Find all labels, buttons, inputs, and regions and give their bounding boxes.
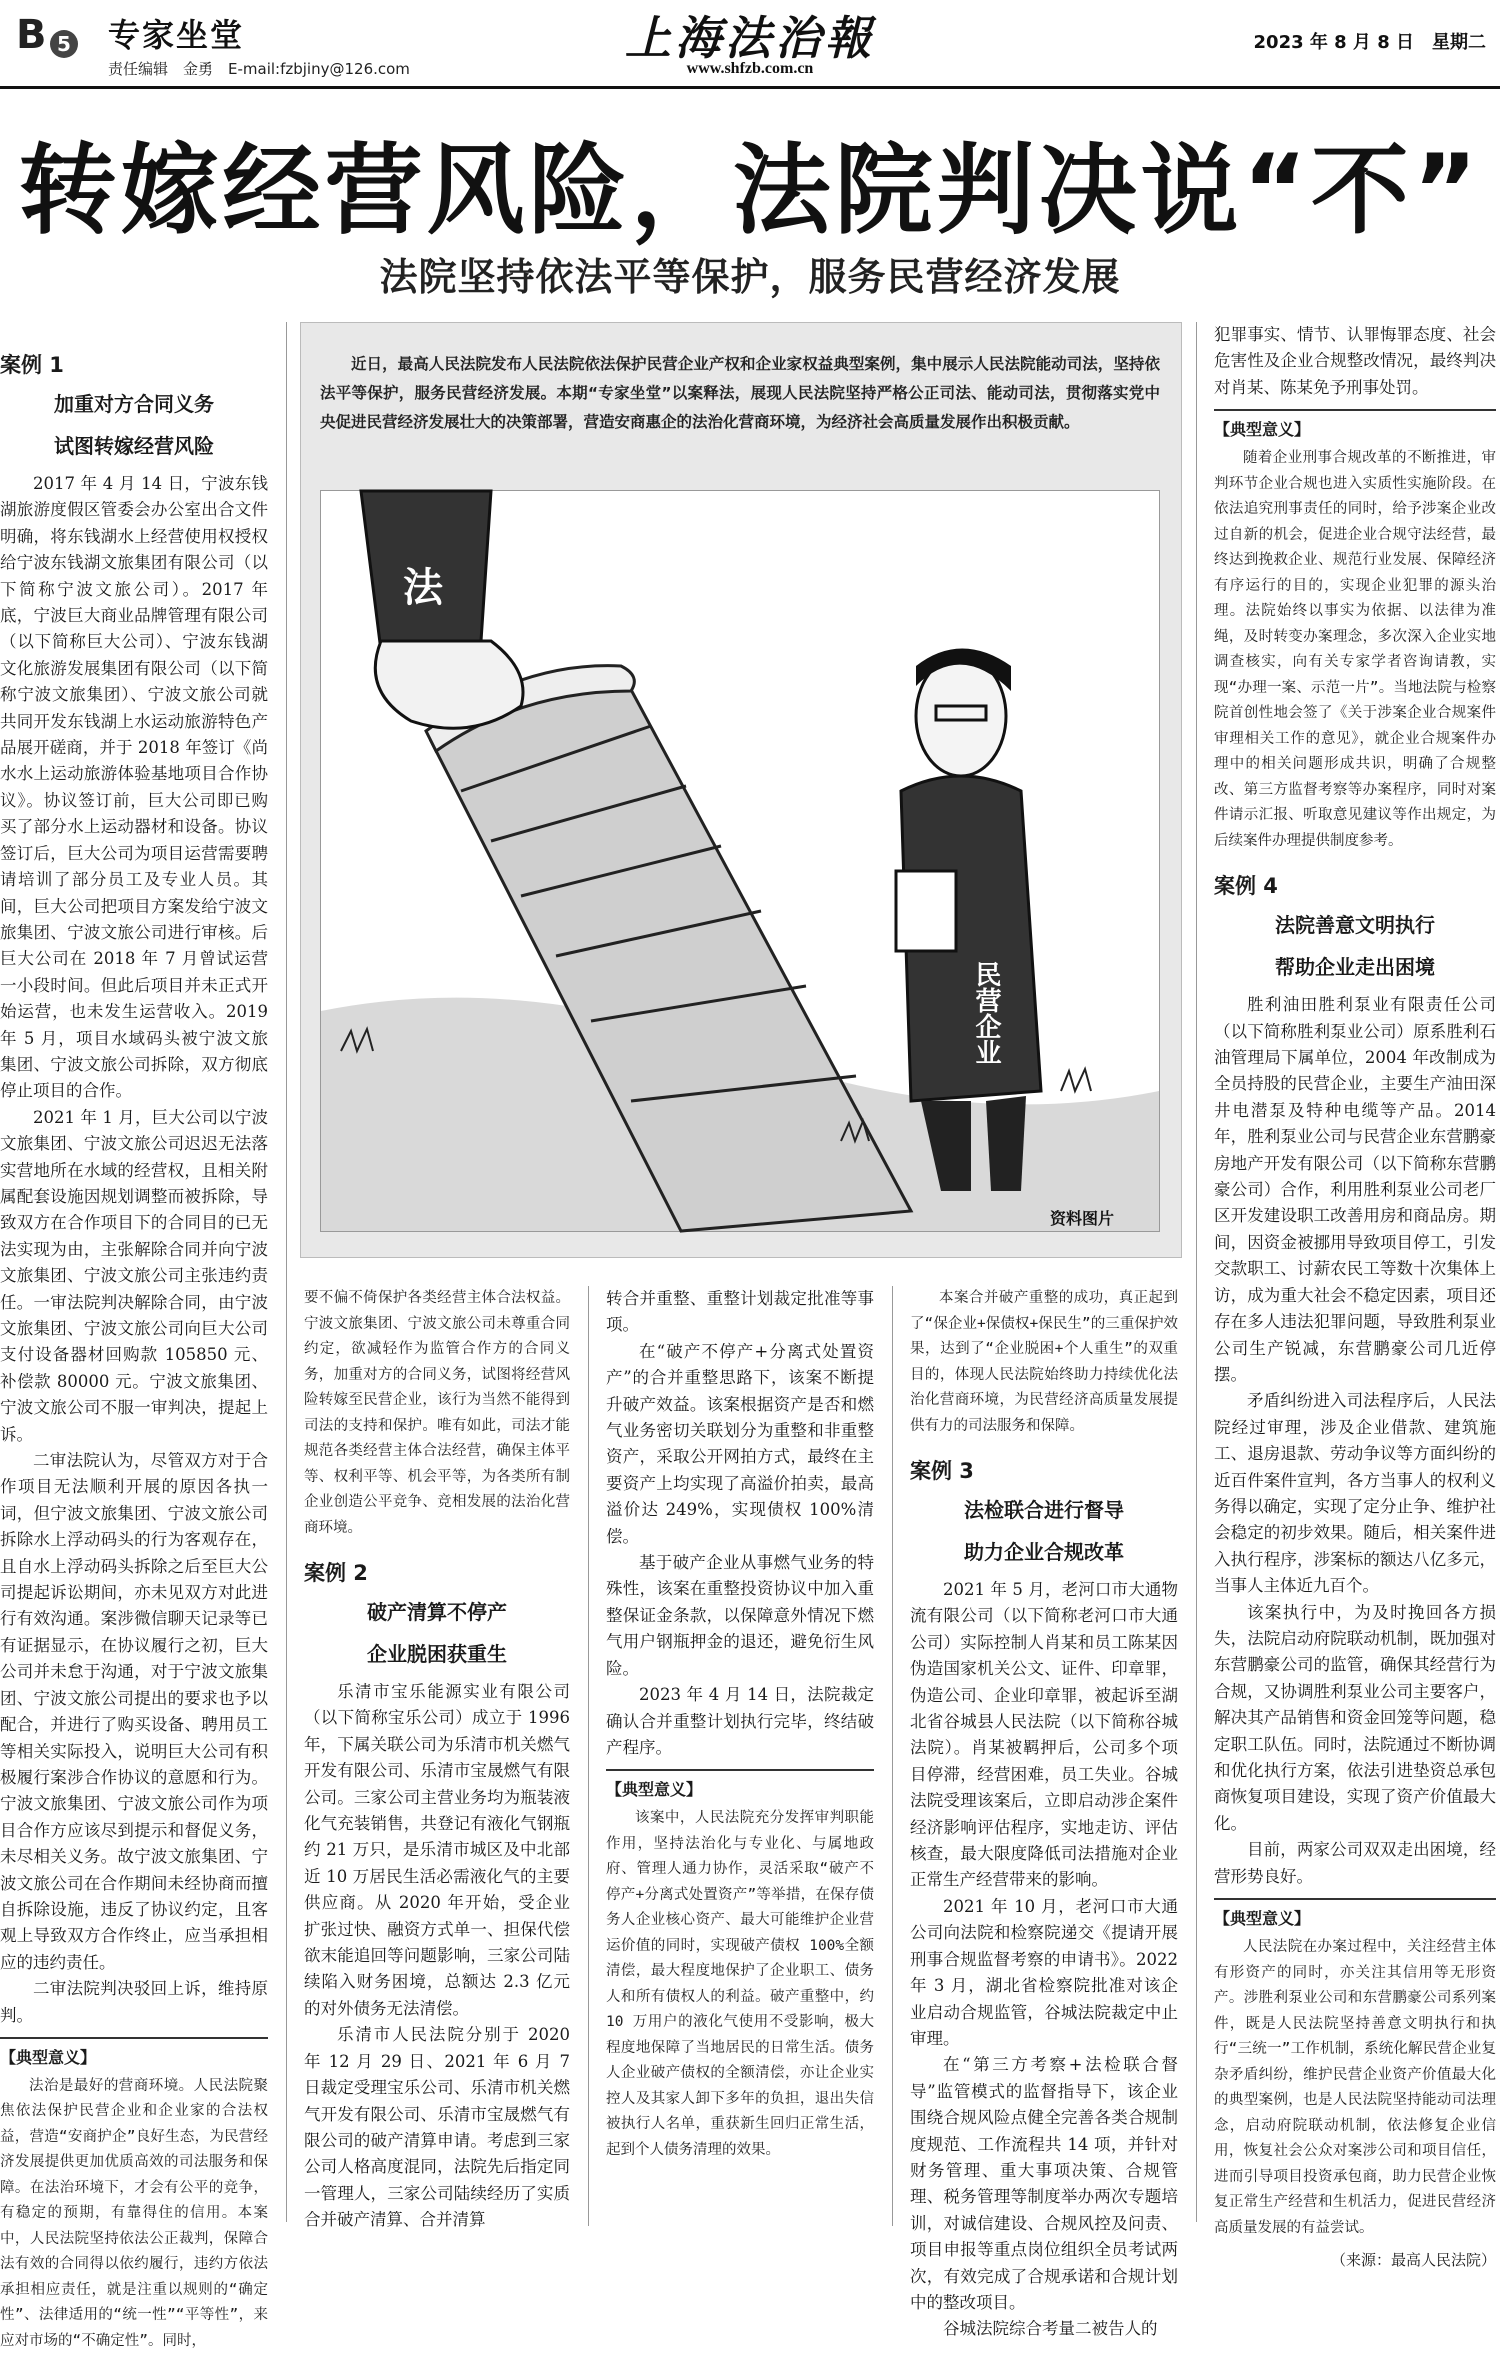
- case1-significance-continued: 要不偏不倚保护各类经营主体合法权益。宁波文旅集团、宁波文旅公司未尊重合同约定，欲减轻作为监管合作方的合同义务，加重对方的合同义务，试图将经营风险转嫁至民营企业，该行为当然不能得到司法的支持和保护。唯有如此，司法才能规范各类经营主体合法经营，确保主体平等、权利平等、机会平等，为各类所有制企业创造公平竞争、竞相发展的法治化营商环境。: [304, 1290, 570, 1536]
- source-credit: （来源：最高人民法院）: [1330, 2251, 1496, 2270]
- case1-paragraph: 2021 年 1 月，巨大公司以宁波文旅集团、宁波文旅公司迟迟无法落实营地所在水域的经营权，且相关附属配套设施因规划调整而被拆除，导致双方在合作项目下的合同目的已无法实现为由，主张解除合同并向宁波文旅集团、宁波文旅公司主张违约责任。一审法院判决解除合同，由宁波文旅集团、宁波文旅公司向巨大公司支付设备器材回购款 105850 元、补偿款 80000 元。宁波文旅集团、宁波文旅公司不服一审判决，提起上诉。: [0, 1107, 268, 1444]
- case4-title-line2: 帮助企业走出困境: [1275, 955, 1435, 980]
- case1-paragraph: 二审法院认为，尽管双方对于合作项目无法顺利开展的原因各执一词，但宁波文旅集团、宁波文旅公司拆除水上浮动码头的行为客观存在，且自水上浮动码头拆除之后至巨大公司提起诉讼期间，亦未见双方对此进行有效沟通。案涉微信聊天记录等已有证据显示，在协议履行之初，巨大公司并未怠于沟通，对于宁波文旅集团、宁波文旅公司提出的要求也予以配合，并进行了购买设备、聘用员工等相关实际投入，说明巨大公司有积极履行案涉合作协议的意愿和行为。宁波文旅集团、宁波文旅公司作为项目合作方应该尽到提示和督促义务，未尽相关义务。故宁波文旅集团、宁波文旅公司在合作期间未经协商而擅自拆除设施，违反了协议约定，且客观上导致双方合作终止，应当承担相应的违约责任。: [0, 1451, 268, 1972]
- case1-significance-text: 法治是最好的营商环境。人民法院聚焦依法保护民营企业和企业家的合法权益，营造“安商护企”良好生态，为民营经济发展提供更加优质高效的司法服务和保障。在法治环境下，才会有公平的竞争，有稳定的预期，有靠得住的信用。本案中，人民法院坚持依法公正裁判，保障合法有效的合同得以依约履行，违约方依法承担相应责任，就是注重以规则的“确定性”、法律适用的“统一性”“平等性”，来应对市场的“不确定性”。同时，: [0, 2077, 268, 2349]
- case3-paragraph: 犯罪事实、情节、认罪悔罪态度、社会危害性及企业合规整改情况，最终判决对肖某、陈某免予刑事处罚。: [1214, 325, 1496, 397]
- cartoon-drawing: [321, 491, 1159, 1231]
- case2-significance-continued: 本案合并破产重整的成功，真正起到了“保企业+保债权+保民生”的三重保护效果，达到了“企业脱困+个人重生”的双重目的，体现人民法院始终助力持续优化法治化营商环境，为民营经济高质量发展提供有力的司法服务和保障。: [910, 1290, 1178, 1434]
- case2-paragraph: 乐清市宝乐能源实业有限公司（以下简称宝乐公司）成立于 1996 年，下属关联公司为乐清市机关燃气开发有限公司、乐清市宝晟燃气有限公司。三家公司主营业务均为瓶装液化气充装销售，共登记有液化气钢瓶约 21 万只，是乐清市城区及中北部近 10 万居民生活必需液化气的主要供应商。从 2020 年开始，受企业扩张过快、融资方式单一、担保代偿欲末能追回等问题影响，三家公司陆续陷入财务困境，总额达 2.3 亿元的对外债务无法清偿。: [304, 1682, 570, 2018]
- case3-significance-heading: 【典型意义】: [1214, 409, 1496, 440]
- case2-continued-column: [606, 1286, 874, 2226]
- case2-paragraph: 在“破产不停产+分离式处置资产”的合并重整思路下，该案不断提升破产效益。该案根据资产是否和燃气业务密切关联划分为重整和非重整资产，采取公开网拍方式，最终在主要资产上均实现了高溢价拍卖，最高溢价达 249%，实现债权 100%清偿。: [606, 1341, 874, 1546]
- case4-label: 案例 4: [1214, 874, 1278, 899]
- case2-title-line2: 企业脱困获重生: [367, 1642, 507, 1666]
- case1-paragraph: 二审法院判决驳回上诉，维持原判。: [0, 1979, 268, 2025]
- case1-column: [0, 345, 268, 2349]
- case3-paragraph: 2021 年 5 月，老河口市大通物流有限公司（以下简称老河口市大通公司）实际控制人肖某和员工陈某因伪造国家机关公文、证件、印章罪，伪造公司、企业印章罪，被起诉至湖北省谷城县人民法院（以下简称谷城法院）。肖某被羁押后，公司多个项目停滞，经营困难，员工失业。谷城法院受理该案后，立即启动涉企案件经济影响评估程序，实地走访、评估核查，最大限度降低司法措施对企业正常生产经营带来的影响。: [910, 1580, 1178, 1890]
- case2-title-line1: 破产清算不停产: [367, 1600, 507, 1624]
- case4-paragraph: 胜利油田胜利泵业有限责任公司（以下简称胜利泵业公司）原系胜利石油管理局下属单位，2004 年改制成为全员持股的民营企业，主要生产油田深井电潜泵及特种电缆等产品。2014 年，胜利泵业公司与民营企业东营鹏豪房地产开发有限公司（以下简称东营鹏豪公司）合作，利用胜利泵业公司老厂区开发建设职工改善用房和商品房。期间，因资金被挪用导致项目停工，引发交款职工、讨薪农民工等数十次集体上访，成为重大社会不稳定因素，项目还存在多人违法犯罪问题，导致胜利泵业公司生产锐减，东营鹏豪公司几近停摆。: [1214, 995, 1496, 1384]
- cartoon-illustration: [320, 490, 1160, 1232]
- case4-paragraph: 该案执行中，为及时挽回各方损失，法院启动府院联动机制，既加强对东营鹏豪公司的监管，确保其经营行为合规，又协调胜利泵业公司主要客户，解决其产品销售和资金回笼等问题，稳定职工队伍。同时，法院通过不断协调和优化执行方案，依法引进垫资总承包商恢复项目建设，实现了资产价值最大化。: [1214, 1602, 1496, 1833]
- case3-paragraph: 谷城法院综合考量二被告人的: [943, 2319, 1158, 2339]
- image-caption: 资料图片: [1050, 1209, 1115, 1228]
- case1-paragraph: 2017 年 4 月 14 日，宁波东钱湖旅游度假区管委会办公室出合文件明确，将东钱湖水上经营使用权授权给宁波东钱湖文旅集团有限公司（以下简称宁波文旅公司）。2017 年底，宁波巨大商业品牌管理有限公司（以下简称巨大公司）、宁波东钱湖文化旅游发展集团有限公司（以下简称宁波文旅集团）、宁波文旅公司就共同开发东钱湖上水运动旅游特色产品展开磋商，并于 2018 年签订《尚水水上运动旅游体验基地项目合作协议》。协议签订前，巨大公司即已购买了部分水上运动器材和设备。协议签订后，巨大公司为项目运营需要聘请培训了部分员工及专业人员。其间，巨大公司把项目方案发给宁波文旅集团、宁波文旅公司进行审核。后巨大公司在 2018 年 7 月曾试运营一小段时间。但此后项目并未正式开始运营，也未发生运营收入。2019 年 5 月，项目水域码头被宁波文旅集团、宁波文旅公司拆除，双方彻底停止项目的合作。: [0, 474, 268, 1101]
- issue-date: 2023 年 8 月 8 日 星期二: [1253, 32, 1486, 53]
- case2-paragraph: 基于破产企业从事燃气业务的特殊性，该案在重整投资协议中加入重整保证金条款，以保障意外情况下燃气用户钢瓶押金的退还，避免衍生风险。: [606, 1553, 874, 1678]
- case1-label: 案例 1: [0, 353, 64, 377]
- page-number-badge: [6, 6, 86, 66]
- figure-label: 民营企业: [971, 961, 1001, 1065]
- editor-line: 责任编辑 金勇 E-mail:fzbjiny@126.com: [108, 60, 410, 78]
- case4-column: [1214, 322, 1496, 2270]
- case3-title-line2: 助力企业合规改革: [964, 1540, 1124, 1564]
- case3-paragraph: 2021 年 10 月，老河口市大通公司向法院和检察院递交《提请开展刑事合规监督考察的申请书》。2022 年 3 月，湖北省检察院批准对该企业启动合规监管，谷城法院裁定中止审理。: [910, 1896, 1178, 2048]
- hand-label: 法: [403, 565, 443, 611]
- page-header: [0, 0, 1500, 90]
- page-number: 5: [50, 30, 78, 58]
- case2-paragraph: 2023 年 4 月 14 日，法院裁定确认合并重整计划执行完毕，终结破产程序。: [606, 1685, 874, 1757]
- case4-paragraph: 矛盾纠纷进入司法程序后，人民法院经过审理，涉及企业借款、建筑施工、退房退款、劳动争议等方面纠纷的近百件案件宣判，各方当事人的权利义务得以确定，实现了定分止争、维护社会稳定的初步效果。随后，相关案件进入执行程序，涉案标的额达八亿多元，当事人主体近九百个。: [1214, 1391, 1496, 1596]
- case3-paragraph: 在“第三方考察+法检联合督导”监管模式的监督指导下，该企业围绕合规风险点健全完善各类合规制度规范、工作流程共 14 项，并针对财务管理、重大事项决策、合规管理、税务管理等制度举办两次专题培训，对诚信建设、合规风控及问责、项目申报等重点岗位组织全员考试两次，有效完成了合规承诺和合规计划中的整改项目。: [910, 2055, 1178, 2312]
- case4-paragraph: 目前，两家公司双双走出困境，经营形势良好。: [1214, 1840, 1496, 1886]
- column-divider: [1196, 322, 1197, 2222]
- column-divider: [588, 1286, 589, 2226]
- case2-significance-heading: 【典型意义】: [606, 1769, 874, 1800]
- case2-column: [304, 1286, 570, 2230]
- headline: 转嫁经营风险，法院判决说“不”: [18, 134, 1482, 248]
- subheadline: 法院坚持依法平等保护，服务民营经济发展: [379, 255, 1121, 299]
- case4-title-line1: 法院善意文明执行: [1275, 913, 1435, 938]
- document-folder: [896, 871, 956, 951]
- column-divider: [892, 1286, 893, 2226]
- case2-paragraph: 转合并重整、重整计划裁定批准等事项。: [606, 1289, 874, 1335]
- page-letter: B: [16, 12, 47, 58]
- site-url[interactable]: www.shfzb.com.cn: [686, 60, 814, 77]
- case2-significance-text: 该案中，人民法院充分发挥审判职能作用，坚持法治化与专业化、与属地政府、管理人通力协作，灵活采取“破产不停产+分离式处置资产”等举措，在保存债务人企业核心资产、最大可能维护企业营运价值的同时，实现破产债权 100%全额清偿，最大程度地保护了企业职工、债务人和所有债权人的利益。破产重整中，约 10 万用户的液化气使用不受影响，极大程度地保障了当地居民的日常生活。债务人企业破产债权的全额清偿，亦让企业实控人及其家人卸下多年的负担，退出失信被执行人名单，重获新生回归正常生活，起到个人债务清理的效果。: [606, 1810, 874, 2158]
- case1-title-line1: 加重对方合同义务: [54, 392, 214, 416]
- case3-label: 案例 3: [910, 1459, 974, 1483]
- intro-text: 近日，最高人民法院发布人民法院依法保护民营企业产权和企业家权益典型案例，集中展示人民法院能动司法，坚持依法平等保护，服务民营经济发展。本期“专家坐堂”以案释法，展现人民法院坚持严格公正司法、能动司法，贯彻落实党中央促进民营经济发展壮大的决策部署，营造安商惠企的法治化营商环境，为经济社会高质量发展作出积极贡献。: [320, 355, 1160, 431]
- case3-title-line1: 法检联合进行督导: [964, 1498, 1124, 1522]
- column-divider: [286, 322, 287, 2222]
- case1-significance-heading: 【典型意义】: [0, 2037, 268, 2068]
- case1-title-line2: 试图转嫁经营风险: [54, 434, 214, 458]
- case4-significance-text: 人民法院在办案过程中，关注经营主体有形资产的同时，亦关注其信用等无形资产。涉胜利泵业公司和东营鹏豪公司系列案件，既是人民法院坚持善意文明执行和执行“三统一”工作机制，系统化解民营企业复杂矛盾纠纷，维护民营企业资产价值最大化的典型案例，也是人民法院坚持能动司法理念，启动府院联动机制，依法修复企业信用，恢复社会公众对案涉公司和项目信任，进而引导项目投资承包商，助力民营企业恢复正常生产经营和生机活力，促进民营经济高质量发展的有益尝试。: [1214, 1939, 1496, 2236]
- court-hand: [361, 491, 523, 728]
- header-rule: [0, 86, 1500, 89]
- case3-significance-text: 随着企业刑事合规改革的不断推进，审判环节企业合规也进入实质性实施阶段。在依法追究刑事责任的同时，给予涉案企业改过自新的机会，促进企业合规守法经营，最终达到挽救企业、规范行业发展、保障经济有序运行的目的，实现企业犯罪的源头治理。法院始终以事实为依据、以法律为准绳，及时转变办案理念，多次深入企业实地调查核实，向有关专家学者咨询请教，实现“办理一案、示范一片”。当地法院与检察院首创性地会签了《关于涉案企业合规案件审理相关工作的意见》，就企业合规案件办理中的相关问题形成共识，明确了合规整改、第三方监督考察等办案程序，同时对案件请示汇报、听取意见建议等作出规定，为后续案件办理提供制度参考。: [1214, 450, 1496, 849]
- case3-column: [910, 1286, 1178, 2339]
- section-name: 专家坐堂: [108, 16, 245, 54]
- case2-label: 案例 2: [304, 1561, 368, 1585]
- masthead-logo: 上海法治報: [625, 11, 875, 65]
- case4-significance-heading: 【典型意义】: [1214, 1898, 1496, 1929]
- case2-paragraph: 乐清市人民法院分别于 2020 年 12 月 29 日、2021 年 6 月 7 日裁定受理宝乐公司、乐清市机关燃气开发有限公司、乐清市宝晟燃气有限公司的破产清算申请。考虑到三家公司人格高度混同，法院先后指定同一管理人，三家公司陆续经历了实质合并破产清算、合并清算: [304, 2025, 570, 2230]
